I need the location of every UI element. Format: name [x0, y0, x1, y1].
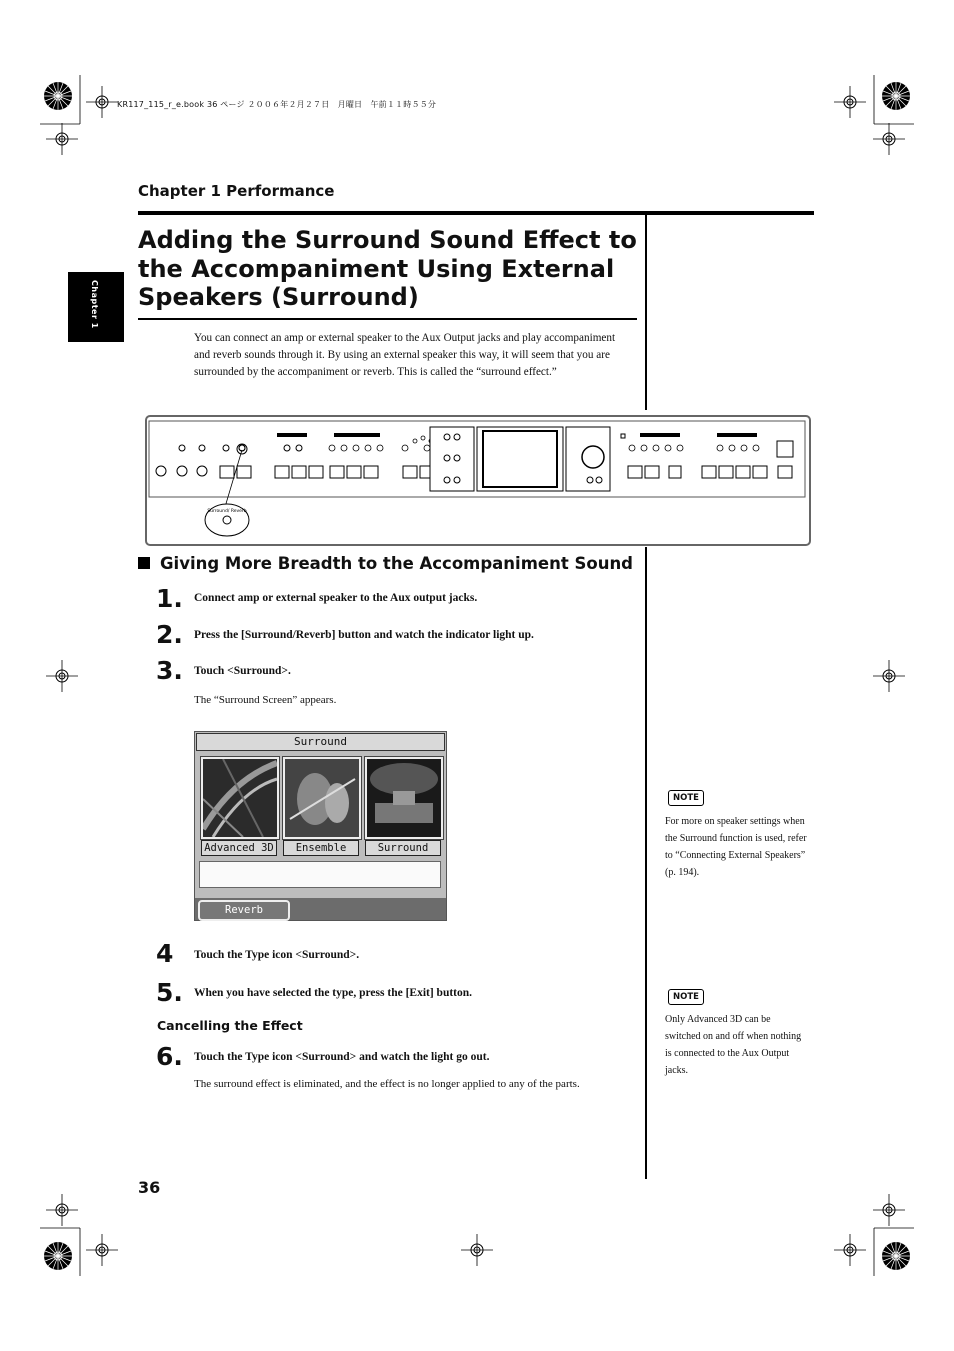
cancel-heading: Cancelling the Effect — [157, 1018, 303, 1033]
instrument-panel-illustration — [145, 415, 811, 546]
file-info: KR117_115_r_e.book 36 ページ ２００６年２月２７日 月曜日 午前１１時５５分 — [117, 100, 437, 109]
page-number: 36 — [138, 1178, 161, 1197]
chapter-heading: Chapter 1 Performance — [138, 182, 335, 200]
note-text: Only Advanced 3D can be switched on and off when nothing is connected to the Aux Output jacks. — [665, 1014, 802, 1076]
step-number: 6. — [156, 1042, 183, 1071]
step-number: 2. — [156, 620, 183, 649]
step-text: Touch <Surround>. — [194, 665, 291, 677]
note-badge: NOTE — [668, 790, 704, 806]
ensemble-image[interactable] — [283, 757, 361, 839]
note-badge: NOTE — [668, 989, 704, 1005]
step-text: Press the [Surround/Reverb] button and watch the indicator light up. — [194, 629, 534, 641]
type-advanced-3d[interactable]: Advanced 3D — [201, 840, 277, 856]
surround-image[interactable] — [365, 757, 443, 839]
image-ensemble — [285, 759, 359, 837]
step-text: When you have selected the type, press the [Exit] button. — [194, 987, 473, 999]
page-title: Adding the Surround Sound Effect to the Accompaniment Using External Speakers (Surround) — [138, 226, 637, 311]
note-text: For more on speaker settings when the Surround function is used, refer to “Connecting External Speakers” (p. 194). — [665, 816, 807, 878]
title-rule — [138, 318, 637, 320]
step-text: Touch the Type icon <Surround> and watch the light go out. — [194, 1051, 490, 1063]
surround-screen — [194, 731, 447, 921]
screen-title: Surround — [196, 733, 445, 751]
type-ensemble[interactable]: Ensemble — [283, 840, 359, 856]
step-note: The “Surround Screen” appears. — [194, 694, 337, 706]
step-number: 5. — [156, 978, 183, 1007]
intro-paragraph: You can connect an amp or external speaker to the Aux Output jacks and play accompaniment and reverb sounds through it. By using an external speaker this way, it will seem that you are surrounded by the accompaniment or reverb. This is called the “surround effect.” — [194, 332, 616, 379]
column-divider-lower — [645, 547, 647, 1179]
step-number: 4 — [156, 939, 174, 968]
screen-bottom-bar — [195, 898, 446, 920]
image-advanced-3d — [203, 759, 277, 837]
step-text: Connect amp or external speaker to the Aux output jacks. — [194, 592, 478, 604]
chapter-side-tab: Chapter 1 — [68, 272, 124, 342]
column-divider-upper — [645, 214, 647, 410]
header-rule — [138, 211, 814, 215]
advanced-3d-image[interactable] — [201, 757, 279, 839]
reverb-button[interactable]: Reverb — [198, 900, 290, 921]
step-number: 3. — [156, 656, 183, 685]
callout-label: Surround/ Reverb — [207, 509, 247, 514]
screen-message-field — [199, 861, 441, 888]
step-text: Touch the Type icon <Surround>. — [194, 949, 360, 961]
section-heading: Giving More Breadth to the Accompaniment Sound — [138, 554, 633, 573]
type-surround[interactable]: Surround — [365, 840, 441, 856]
step-note: The surround effect is eliminated, and the effect is no longer applied to any of the parts. — [194, 1078, 580, 1090]
step-number: 1. — [156, 584, 183, 613]
panel-drawing — [147, 417, 809, 544]
image-surround — [367, 759, 441, 837]
